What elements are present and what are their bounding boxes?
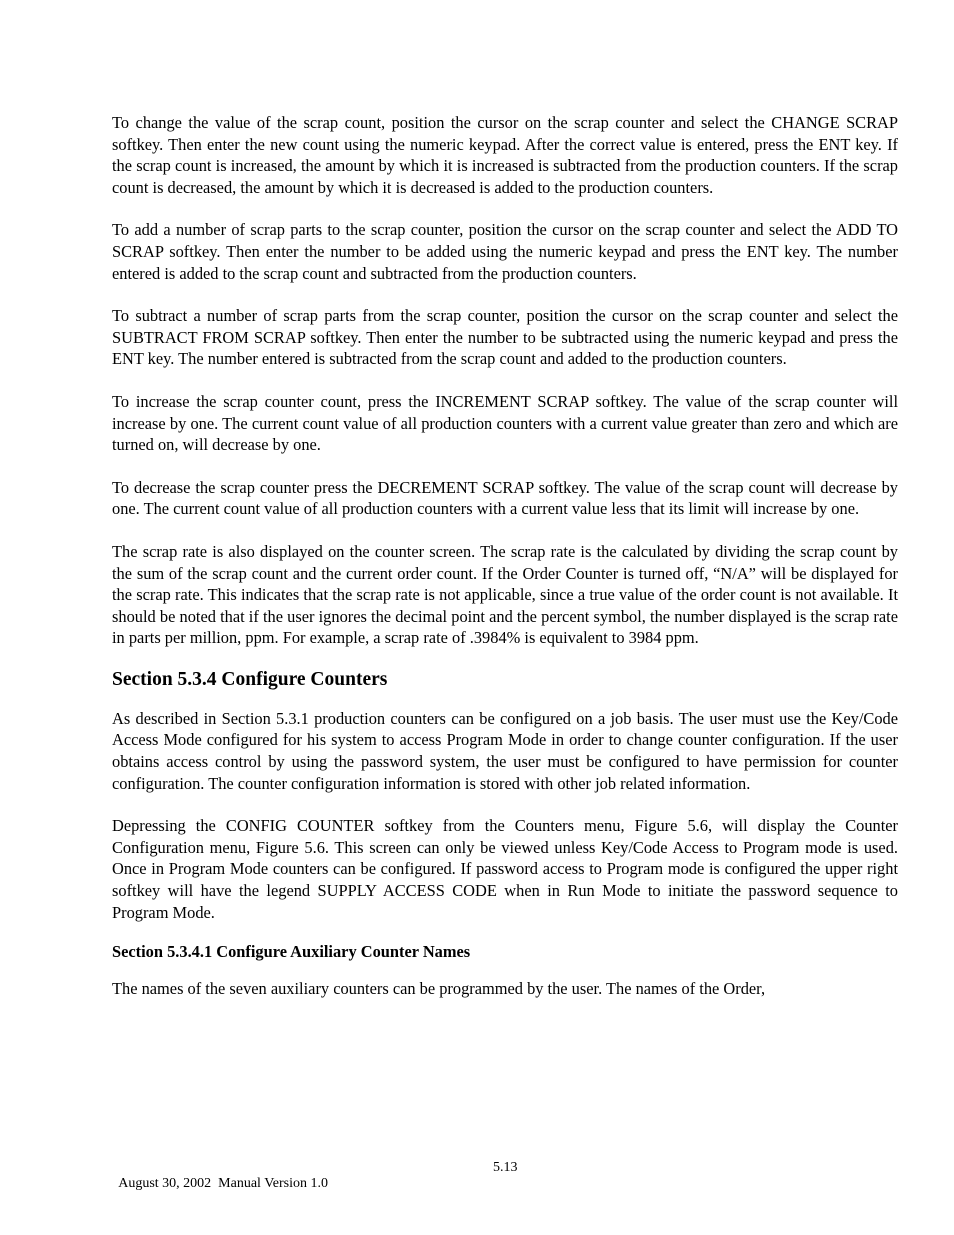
document-body — [112, 112, 898, 1021]
paragraph-add-to-scrap: To add a number of scrap parts to the scrap counter, position the cursor on the scrap counter and select the ADD TO SCRAP softkey. Then enter the number to be added using the numeric keypad and press the ENT key. The number entered is added to the scrap count and subtracted from the production counters. — [112, 220, 898, 283]
page-footer — [112, 1160, 518, 1208]
paragraph-configure-counters: As described in Section 5.3.1 production counters can be configured on a job basis. The user must use the Key/Code Access Mode configured for his system to access Program Mode in order to change counter configuration. If the user obtains access control by using the password system, the user must be configured to have permission for counter configuration. The counter configuration information is stored with other job related information. — [112, 708, 898, 793]
paragraph-auxiliary-names: The names of the seven auxiliary counters can be programmed by the user. The names of the Order, — [112, 979, 766, 999]
footer-date-version: August 30, 2002 Manual Version 1.0 — [118, 1176, 328, 1191]
paragraph-increment-scrap: To increase the scrap counter count, press the INCREMENT SCRAP softkey. The value of the scrap counter will increase by one. The current count value of all production counters with a current value greater than zero and which are turned on, will decrease by one. — [112, 391, 898, 455]
page-number: 5.13 — [493, 1160, 518, 1175]
subsection-heading: Section 5.3.4.1 Configure Auxiliary Counter Names — [112, 942, 471, 962]
paragraph-decrement-scrap: To decrease the scrap counter press the DECREMENT SCRAP softkey. The value of the scrap count will decrease by one. The current count value of all production counters with a current value less that its limit will increase by one. — [112, 477, 898, 519]
section-heading: Section 5.3.4 Configure Counters — [112, 668, 388, 690]
paragraph-change-scrap: To change the value of the scrap count, position the cursor on the scrap counter and select the CHANGE SCRAP softkey. Then enter the new count using the numeric keypad. After the correct value is entered, press the ENT key. If the scrap count is increased, the amount by which it is increased is subtracted from the production counters. If the scrap count is decreased, the amount by which it is decreased is added to the production counters. — [112, 113, 898, 197]
paragraph-config-counter-softkey: Depressing the CONFIG COUNTER softkey from the Counters menu, Figure 5.6, will display the Counter Configuration menu, Figure 5.6. This screen can only be viewed unless Key/Code Access to Program mode is used. Once in Program Mode counters can be configured. If password access to Program mode is configured the upper right softkey will have the legend SUPPLY ACCESS CODE when in Run Mode to initiate the password sequence to Program Mode. — [112, 816, 898, 922]
paragraph-scrap-rate: The scrap rate is also displayed on the counter screen. The scrap rate is the calculated by dividing the scrap count by the sum of the scrap count and the current order count. If the Order Counter is turned off, “N/A” will be displayed for the scrap rate. This indicates that the scrap rate is not applicable, since a true value of the order count is not available. It should be noted that if the user ignores the decimal point and the percent symbol, the number displayed is the scrap rate in parts per million, ppm. For example, a scrap rate of .3984% is equivalent to 3984 ppm. — [112, 541, 898, 648]
paragraph-subtract-from-scrap: To subtract a number of scrap parts from the scrap counter, position the cursor on the scrap counter and select the SUBTRACT FROM SCRAP softkey. Then enter the number to be subtracted using the numeric keypad and press the ENT key. The number entered is subtracted from the scrap count and added to the production counters. — [112, 306, 898, 369]
